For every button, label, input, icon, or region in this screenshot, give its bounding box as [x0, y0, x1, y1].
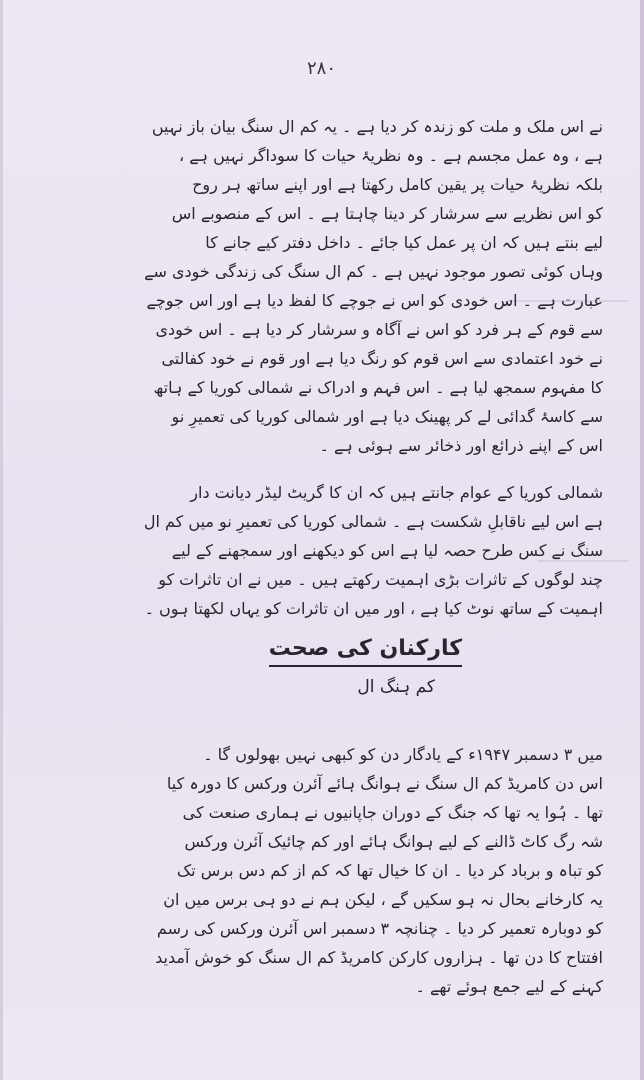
text-line: چند لوگوں کے تاثرات بڑی اہمیت رکھتے ہیں ۔ میں نے ان تاثرات کو: [158, 570, 603, 589]
text-line: کو دوبارہ تعمیر کر دیا ۔ چنانچہ ۳ دسمبر اس آئرن ورکس کی رسم: [156, 919, 603, 938]
paragraph-2: [43, 478, 603, 623]
text-line: افتتاح کا دن تھا ۔ ہزاروں کارکن کامریڈ کم ال سنگ کو خوش آمدید: [155, 948, 603, 967]
text-line: ہے ، وہ عمل مجسم ہے ۔ وہ نظریۂ حیات کا سوداگر نہیں ہے ،: [179, 146, 603, 165]
text-line: یہ کارخانے بحال نہ ہو سکیں گے ، لیکن ہم نے دو ہی برس میں ان: [163, 890, 603, 909]
text-line: سے قوم کے ہر فرد کو اس نے آگاہ و سرشار کر دیا ہے ۔ اس خودی: [155, 320, 603, 339]
text-line: کو اس نظریے سے سرشار کر دینا چاہتا ہے ۔ اس کے منصوبے اس: [171, 204, 603, 223]
text-line: کو تباہ و برباد کر دیا ۔ ان کا خیال تھا کہ کم از کم دس برس تک: [176, 861, 603, 880]
text-line: سنگ نے کس طرح حصہ لیا ہے اس کو دیکھنے اور سمجھنے کے لیے: [171, 541, 603, 560]
text-line: ہے اس لیے ناقابلِ شکست ہے ۔ شمالی کوریا کی تعمیرِ نو میں کم ال: [143, 512, 603, 531]
text-line: سے کاسۂ گدائی لے کر پھینک دیا ہے اور شمالی کوریا کی تعمیرِ نو: [171, 407, 603, 426]
text-line: اہمیت کے ساتھ نوٹ کیا ہے ، اور میں ان تاثرات کو یہاں لکھتا ہوں ۔: [144, 599, 603, 618]
text-line: کا مفہوم سمجھ لیا ہے ۔ اس فہم و ادراک نے شمالی کوریا کے ہاتھ: [153, 378, 603, 397]
text-line: شہ رگ کاٹ ڈالنے کے لیے ہوانگ ہائے اور کم چائیک آئرن ورکس: [184, 832, 603, 851]
text-line: بلکہ نظریۂ حیات پر یقین کامل رکھتا ہے اور اپنے ساتھ ہر روح: [192, 175, 603, 194]
text-line: لیے بنتے ہیں کہ ان پر عمل کیا جائے ۔ داخل دفتر کیے جانے کا: [205, 233, 603, 252]
text-line: میں ۳ دسمبر ۱۹۴۷ء کے یادگار دن کو کبھی نہیں بھولوں گا ۔: [203, 745, 603, 764]
text-line: نے اس ملک و ملت کو زندہ کر دیا ہے ۔ یہ کم ال سنگ بیان باز نہیں: [151, 117, 603, 136]
text-line: کہنے کے لیے جمع ہوئے تھے ۔: [415, 977, 603, 996]
text-line: شمالی کوریا کے عوام جانتے ہیں کہ ان کا گریٹ لیڈر دیانت دار: [190, 483, 603, 502]
text-line: نے خود اعتمادی سے اس قوم کو رنگ دیا ہے اور قوم نے خود کفالتی: [161, 349, 603, 368]
text-line: تھا ۔ ہُوا یہ تھا کہ جنگ کے دوران جاپانیوں نے ہماری صنعت کی: [182, 803, 603, 822]
section-heading: کارکنان کی صحت: [269, 636, 462, 667]
text-line: وہاں کوئی تصور موجود نہیں ہے ۔ کم ال سنگ کی زندگی خودی سے: [144, 262, 603, 281]
paragraph-1: [43, 112, 603, 460]
text-line: عبارت ہے ۔ اس خودی کو اس نے جوچے کا لفظ دیا ہے اور اس جوچے: [146, 291, 603, 310]
page-number: ۲۸۰: [306, 58, 336, 79]
text-line: اس کے اپنے ذرائع اور ذخائر سے ہوئی ہے ۔: [319, 436, 603, 455]
paragraph-3: [43, 740, 603, 1001]
text-line: اس دن کامریڈ کم ال سنگ نے ہوانگ ہائے آئرن ورکس کا دورہ کیا: [166, 774, 603, 793]
section-author: کم ہنگ ال: [357, 677, 435, 697]
